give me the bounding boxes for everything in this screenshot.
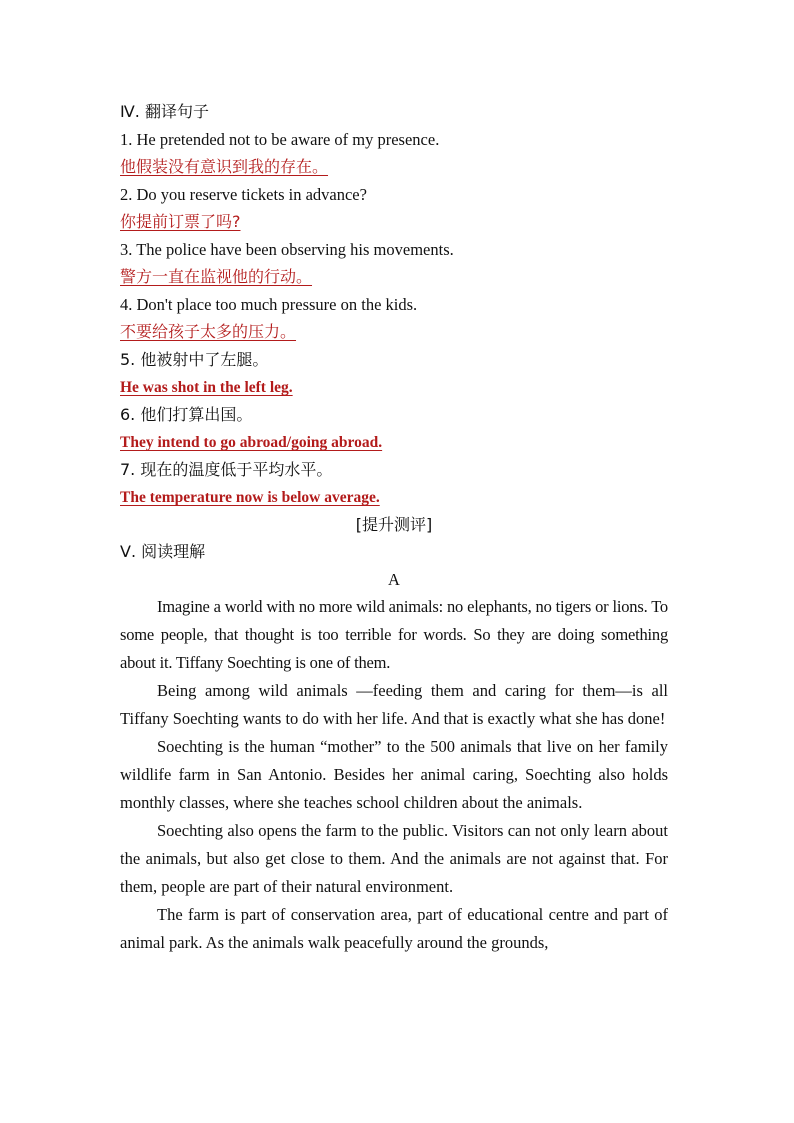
reading-passage [120,593,668,957]
answer-4: 不要给孩子太多的压力。 [120,322,297,341]
section-4-heading: Ⅳ. 翻译句子 [120,102,209,121]
passage-paragraph-1: Imagine a world with no more wild animals: no elephants, no tigers or lions. To some people, that thought is too terrible for words. So they are doing something about it. Tiffany Soechting is one of them. [120,597,668,672]
passage-paragraph-2: Being among wild animals —feeding them and caring for them—is all Tiffany Soechting wants to do with her life. And that is exactly what she has done! [120,681,668,728]
assessment-label: [提升测评] [355,514,433,534]
answer-7: The temperature now is below average. [120,489,380,506]
answer-5: He was shot in the left leg. [120,379,293,396]
question-7: 7. 现在的温度低于平均水平。 [120,459,333,479]
answer-6: They intend to go abroad/going abroad. [120,434,383,451]
answer-3: 警方一直在监视他的行动。 [120,267,313,286]
answer-2: 你提前订票了吗? [120,212,241,231]
question-3: 3. The police have been observing his movements. [120,239,454,259]
question-4: 4. Don't place too much pressure on the kids. [120,294,418,314]
passage-paragraph-3: Soechting is the human “mother” to the 500 animals that live on her family wildlife farm in San Antonio. Besides her animal caring, Soechting also holds monthly classes, where she teaches school children about the animals. [120,737,668,812]
section-5-heading: Ⅴ. 阅读理解 [120,542,206,561]
document-page [120,98,668,957]
question-2: 2. Do you reserve tickets in advance? [120,184,367,204]
passage-paragraph-5: The farm is part of conservation area, part of educational centre and part of animal park. As the animals walk peacefully around the grounds, [120,905,668,952]
question-5: 5. 他被射中了左腿。 [120,349,269,369]
question-6: 6. 他们打算出国。 [120,404,253,424]
answer-1: 他假装没有意识到我的存在。 [120,157,329,176]
passage-paragraph-4: Soechting also opens the farm to the public. Visitors can not only learn about the animals, but also get close to them. And the animals are not against that. For them, people are part of their natural environment. [120,821,668,896]
passage-label: A [388,569,400,589]
question-1: 1. He pretended not to be aware of my presence. [120,129,440,149]
